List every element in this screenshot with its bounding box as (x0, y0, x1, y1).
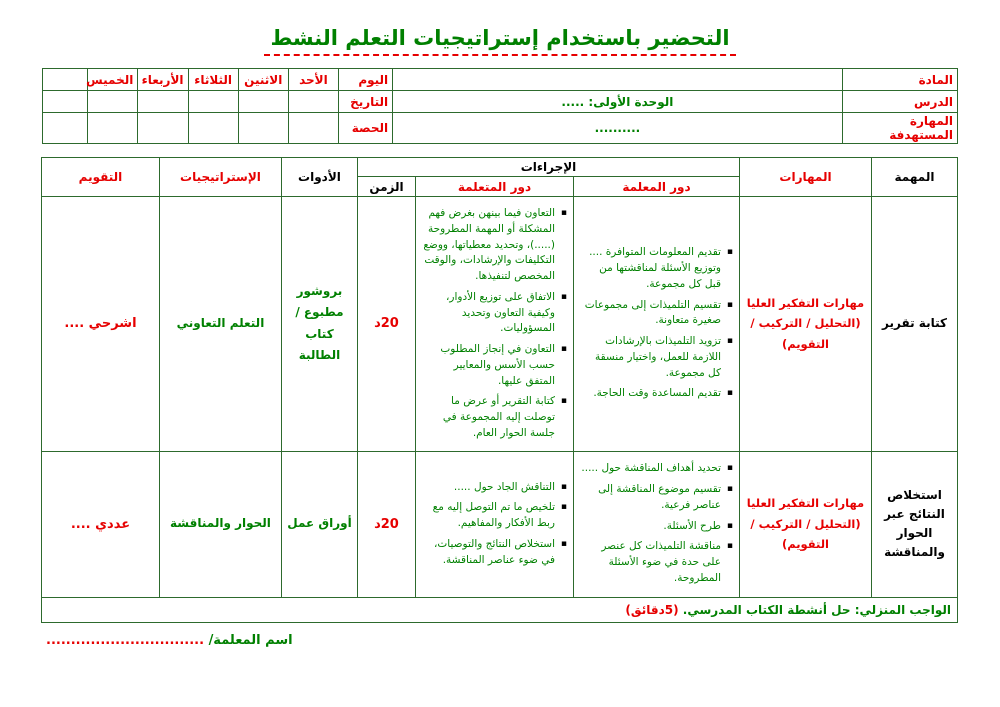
evaluation-cell: عددي .... (41, 451, 159, 597)
bullet-item: ▪ الاتفاق على توزيع الأدوار، وكيفية التعاون وتحديد المسؤوليات. (422, 290, 555, 337)
day-mark-cell[interactable] (288, 91, 338, 113)
col-header-learner-role: دور المتعلمة (416, 177, 574, 197)
bullet-item: ▪ تقسيم موضوع المناقشة إلى عناصر فرعية. (580, 482, 721, 514)
bullet-item: ▪ تزويد التلميذات بالإرشادات اللازمة للعمل، واختيار منسقة كل مجموعة. (580, 334, 721, 381)
bullet-item: ▪ استخلاص النتائج والتوصيات، في ضوء عناصر المناقشة. (422, 537, 555, 569)
bullet-item: ▪ مناقشة التلميذات كل عنصر على حدة في ضوء الأسئلة المطروحة. (580, 539, 721, 586)
day-mark-cell[interactable] (288, 113, 338, 144)
day-label: اليوم (338, 69, 392, 91)
empty-cell[interactable] (43, 113, 88, 144)
lesson-info-table (42, 68, 958, 144)
day-monday: الاثنين (238, 69, 288, 91)
bullet-item: ▪ تقديم المعلومات المتوافرة .... وتوزيع الأسئلة لمناقشتها من قبل كل مجموعة. (580, 245, 721, 292)
unit-value[interactable]: الوحدة الأولى: ..... (393, 91, 842, 113)
bullet-item: ▪ تقديم المساعدة وقت الحاجة. (580, 386, 721, 402)
learner-role-list (419, 206, 570, 442)
bullet-item: ▪ التعاون في إنجاز المطلوب حسب الأسس والمعايير المتفق عليها. (422, 342, 555, 389)
empty-cell[interactable] (43, 91, 88, 113)
tools-cell: أوراق عمل (281, 451, 357, 597)
tools-cell: بروشور مطبوع / كتاب الطالبة (281, 197, 357, 452)
day-mark-cell[interactable] (188, 91, 238, 113)
day-mark-cell[interactable] (138, 91, 188, 113)
teacher-role-list (577, 461, 736, 586)
col-header-teacher-role: دور المعلمة (574, 177, 740, 197)
bullet-item: ▪ التناقش الجاد حول ..... (422, 480, 555, 496)
skills-cell: مهارات التفكير العليا (التحليل / التركيب / التقويم) (740, 451, 872, 597)
plan-row-conclusions (41, 451, 957, 597)
bullet-item: ▪ طرح الأسئلة. (580, 519, 721, 535)
target-skill-label: المهارة المستهدفة (842, 113, 957, 144)
lesson-plan-table (41, 157, 958, 623)
strategies-cell: التعلم التعاوني (159, 197, 281, 452)
teacher-name-label: اسم المعلمة/ (208, 632, 293, 648)
strategies-cell: الحوار والمناقشة (159, 451, 281, 597)
day-mark-cell[interactable] (138, 113, 188, 144)
page-title: التحضير باستخدام إستراتيجيات التعلم النشط (264, 26, 735, 56)
homework-row (41, 597, 957, 622)
subject-label: المادة (842, 69, 957, 91)
col-header-strategies: الإستراتيجيات (159, 158, 281, 197)
empty-cell[interactable] (43, 69, 88, 91)
lesson-label: الدرس (842, 91, 957, 113)
day-sunday: الأحد (288, 69, 338, 91)
plan-row-report-writing (41, 197, 957, 452)
skills-cell: مهارات التفكير العليا (التحليل / التركيب / التقويم) (740, 197, 872, 452)
learner-role-list (419, 480, 570, 569)
col-header-task: المهمة (872, 158, 958, 197)
info-row-lesson (43, 91, 958, 113)
teacher-name-dots[interactable]: ................................ (46, 632, 205, 648)
col-header-time: الزمن (357, 177, 415, 197)
day-tuesday: الثلاثاء (188, 69, 238, 91)
info-row-subject (43, 69, 958, 91)
bullet-item: ▪ تلخيص ما تم التوصل إليه مع ربط الأفكار والمفاهيم. (422, 500, 555, 532)
day-wednesday: الأربعاء (138, 69, 188, 91)
period-label: الحصة (338, 113, 392, 144)
title-container (42, 26, 958, 56)
teacher-role-list (577, 245, 736, 402)
day-mark-cell[interactable] (88, 113, 138, 144)
bullet-item: ▪ تقسيم التلميذات إلى مجموعات صغيرة متعاونة. (580, 298, 721, 330)
col-header-tools: الأدوات (281, 158, 357, 197)
day-mark-cell[interactable] (88, 91, 138, 113)
col-header-evaluation: التقويم (41, 158, 159, 197)
teacher-role-cell (574, 197, 740, 452)
day-thursday: الخميس (88, 69, 138, 91)
date-label: التاريخ (338, 91, 392, 113)
homework-cell (41, 597, 957, 622)
teacher-role-cell (574, 451, 740, 597)
day-mark-cell[interactable] (238, 91, 288, 113)
time-cell: 20د (357, 197, 415, 452)
homework-text: حل أنشطة الكتاب المدرسي. (682, 602, 851, 617)
time-cell: 20د (357, 451, 415, 597)
evaluation-cell: اشرحي .... (41, 197, 159, 452)
subject-value-cell[interactable] (393, 69, 842, 91)
day-mark-cell[interactable] (188, 113, 238, 144)
homework-label: الواجب المنزلي: (854, 602, 951, 617)
info-row-skill (43, 113, 958, 144)
homework-duration: (5دقائق) (625, 602, 679, 617)
teacher-name-line (42, 633, 958, 648)
col-header-procedures: الإجراءات (357, 158, 739, 177)
task-cell: كتابة تقرير (872, 197, 958, 452)
learner-role-cell (416, 197, 574, 452)
day-mark-cell[interactable] (238, 113, 288, 144)
col-header-skills: المهارات (740, 158, 872, 197)
task-cell: استخلاص النتائج عبر الحوار والمناقشة (872, 451, 958, 597)
learner-role-cell (416, 451, 574, 597)
bullet-item: ▪ كتابة التقرير أو عرض ما توصلت إليه المجموعة في جلسة الحوار العام. (422, 394, 555, 441)
bullet-item: ▪ التعاون فيما بينهن بغرض فهم المشكلة أو المهمة المطروحة (.....)، وتحديد معطياتها، ووضع التكليفات والإرشادات، والوقت المخصص لتنفيذها. (422, 206, 555, 285)
bullet-item: ▪ تحديد أهداف المناقشة حول ..... (580, 461, 721, 477)
plan-header-row-top (41, 158, 957, 177)
target-skill-value[interactable]: .......... (393, 113, 842, 144)
